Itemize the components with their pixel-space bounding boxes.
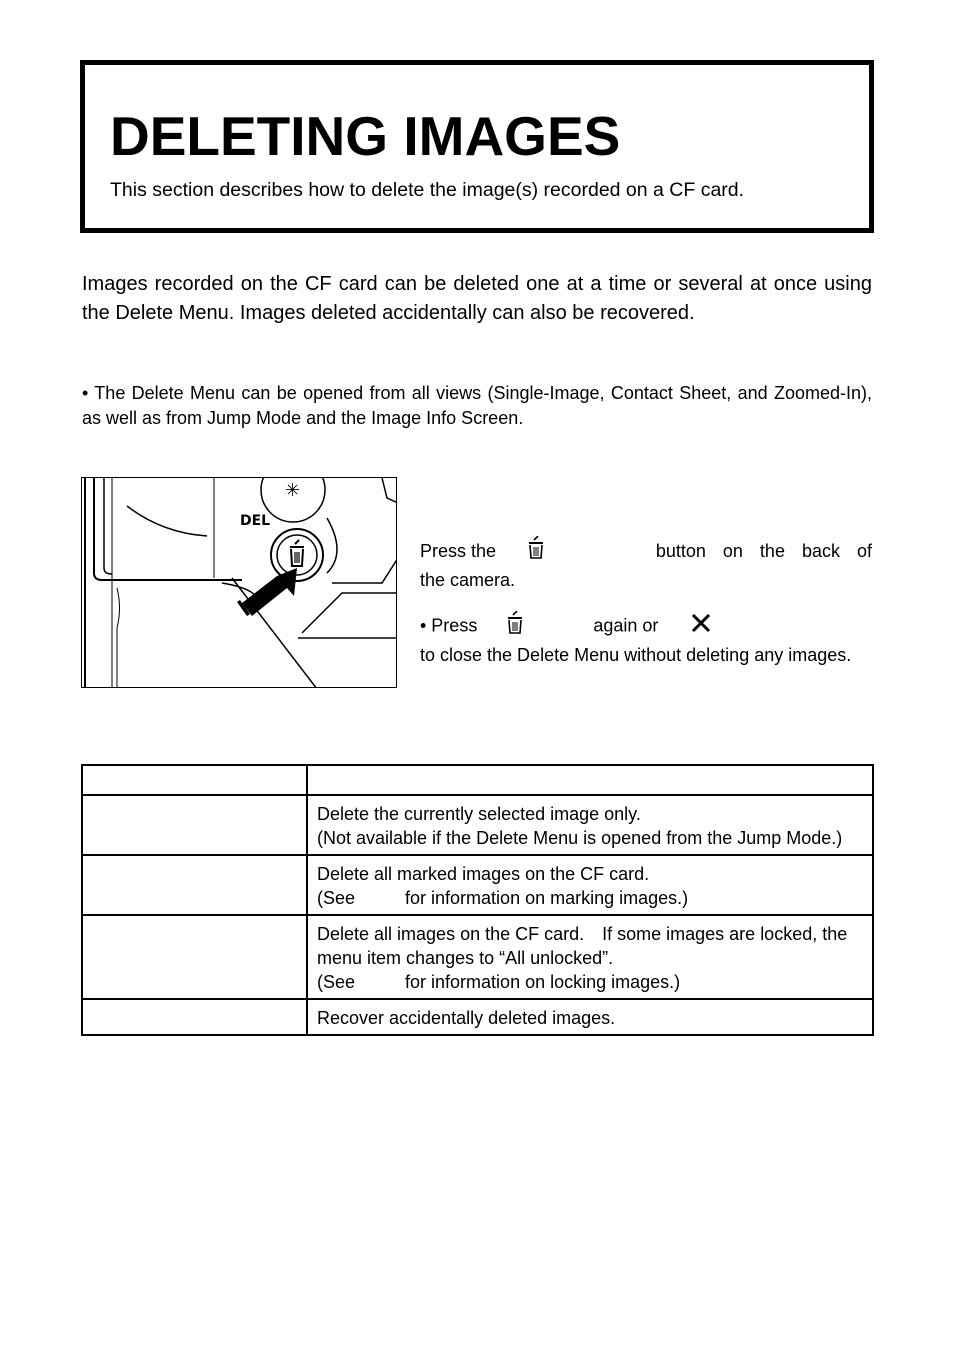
row-text: Delete all images on the CF card. If some images are locked, the menu item changes to “All unlocked”. <box>317 924 848 968</box>
note-paragraph: • The Delete Menu can be opened from all views (Single-Image, Contact Sheet, and Zoomed-In), as well as from Jump Mode and the Image Info Screen. <box>82 383 872 428</box>
trash-icon <box>506 611 524 643</box>
table-description-cell <box>307 795 873 855</box>
cross-icon <box>691 613 711 641</box>
table-row <box>82 795 873 855</box>
table-row <box>82 915 873 999</box>
step-camera-text: the camera. <box>420 569 516 590</box>
see-rest-text: for information on marking images.) <box>405 888 689 908</box>
intro-paragraph: Images recorded on the CF card can be deleted one at a time or several at once using the Delete Menu. Images deleted accidentally can also be recovered. <box>82 273 872 324</box>
step-press-text: Press the <box>420 541 497 561</box>
table-header-cell <box>82 765 307 795</box>
table-header-row <box>82 765 873 795</box>
see-text: (See <box>317 972 356 992</box>
row-text: Delete the currently selected image only. <box>317 804 641 824</box>
camera-back-illustration <box>81 477 397 688</box>
step-button-text: button on the back of <box>655 541 872 561</box>
page-subtitle: This section describes how to delete the image(s) recorded on a CF card. <box>110 179 745 201</box>
table-row <box>82 999 873 1035</box>
see-text: (See <box>317 888 356 908</box>
step-note <box>420 611 872 668</box>
section-title-box <box>80 60 874 233</box>
table-description-cell <box>307 855 873 915</box>
trash-icon <box>527 536 545 568</box>
table-header-cell <box>307 765 873 795</box>
step-instructions <box>420 536 872 593</box>
table-row <box>82 855 873 915</box>
row-text <box>317 886 863 910</box>
row-text: Delete all marked images on the CF card. <box>317 864 650 884</box>
del-label: DEL <box>240 513 271 529</box>
step-note-line-1 <box>420 611 872 643</box>
table-label-cell <box>82 855 307 915</box>
table-label-cell <box>82 915 307 999</box>
row-text <box>317 970 863 994</box>
svg-text:✳: ✳ <box>285 480 301 501</box>
page-title: DELETING IMAGES <box>110 105 621 167</box>
step-note-again-or: again or <box>593 615 659 636</box>
table-description-cell <box>307 999 873 1035</box>
delete-menu-table <box>81 764 874 1036</box>
step-note-press: • Press <box>420 615 478 636</box>
step-note-close-text: to close the Delete Menu without deleting any images. <box>420 644 852 665</box>
table-label-cell <box>82 795 307 855</box>
table-description-cell <box>307 915 873 999</box>
row-text: (Not available if the Delete Menu is opened from the Jump Mode.) <box>317 828 843 848</box>
step-line-1 <box>420 536 872 568</box>
row-text: Recover accidentally deleted images. <box>317 1008 616 1028</box>
table-label-cell <box>82 999 307 1035</box>
see-rest-text: for information on locking images.) <box>405 972 681 992</box>
